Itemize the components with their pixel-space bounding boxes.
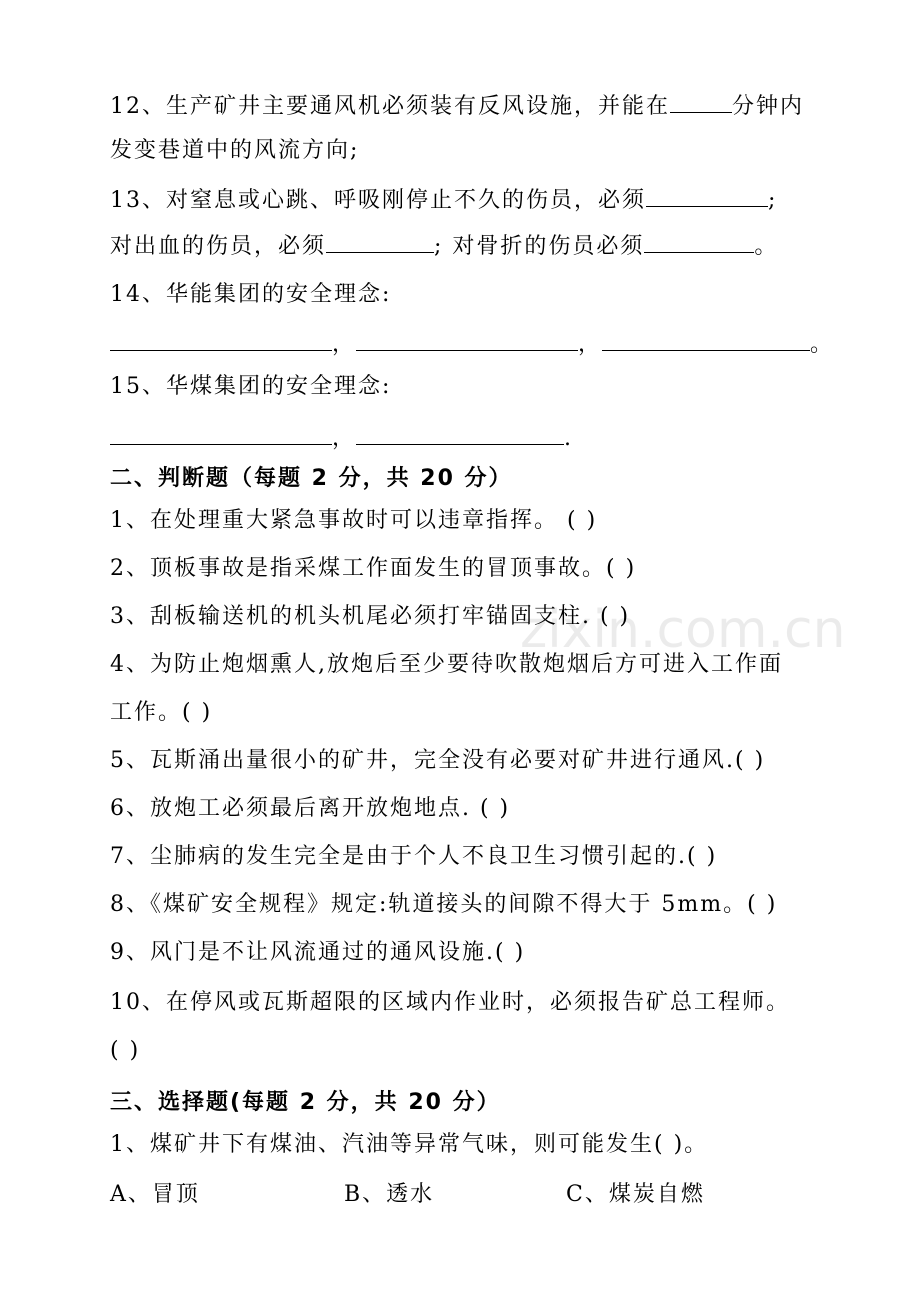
q14-sep2: ， [578,332,603,357]
q15-sep1: ， [332,426,357,451]
q15-blanks [110,420,573,454]
choice-option-b: B、透水 [344,1182,435,1207]
judge-item: 4、为防止炮烟熏人,放炮后至少要待吹散炮烟后方可进入工作面 [110,652,783,677]
q13-line1 [110,182,777,216]
choice-option-a: A、冒顶 [110,1182,200,1207]
q12-text-a: 12、生产矿井主要通风机必须装有反风设施，并能在 [110,94,670,119]
judge-item: 工作。( ) [110,700,213,725]
judge-item: 7、尘肺病的发生完全是由于个人不良卫生习惯引起的.( ) [110,844,718,869]
judge-item: ( ) [110,1038,141,1063]
q15-blank-2[interactable] [356,420,564,445]
q13-line2 [110,228,778,262]
judge-item: 1、在处理重大紧急事故时可以违章指挥。 ( ) [110,508,598,533]
q14-end: 。 [810,332,835,357]
q13-blank-1[interactable] [646,182,768,207]
q13-text-e: 。 [754,234,779,259]
q13-text-d: ; 对骨折的伤员必须 [434,234,645,259]
q15-label: 15、华煤集团的安全理念: [110,374,392,399]
q13-text-b: ; [768,188,778,213]
judge-item: 8、《煤矿安全规程》规定:轨道接头的间隙不得大于 5mm。( ) [110,892,778,917]
q14-label: 14、华能集团的安全理念: [110,282,392,307]
judge-item: 2、顶板事故是指采煤工作面发生的冒顶事故。( ) [110,556,637,581]
q13-blank-3[interactable] [644,228,754,253]
q14-sep1: ， [332,332,357,357]
q12-line2: 发变巷道中的风流方向; [110,138,360,163]
choice-q1: 1、煤矿井下有煤油、汽油等异常气味，则可能发生( )。 [110,1132,709,1157]
choice-option-c: C、煤炭自燃 [566,1182,705,1207]
q14-blank-3[interactable] [602,326,810,351]
judge-item: 6、放炮工必须最后离开放炮地点. ( ) [110,796,511,821]
q15-blank-1[interactable] [110,420,332,445]
judge-item: 9、风门是不让风流通过的通风设施.( ) [110,940,526,965]
judge-item: 3、刮板输送机的机头机尾必须打牢锚固支柱. ( ) [110,604,631,629]
q14-blank-2[interactable] [356,326,578,351]
choice-heading: 三、选择题(每题 2 分，共 20 分） [110,1090,501,1115]
q13-text-a: 13、对窒息或心跳、呼吸刚停止不久的伤员，必须 [110,188,646,213]
judge-item: 10、在停风或瓦斯超限的区域内作业时，必须报告矿总工程师。 [110,990,790,1015]
q14-blank-1[interactable] [110,326,332,351]
q15-end: . [564,426,574,451]
judge-heading: 二、判断题（每题 2 分，共 20 分） [110,466,513,491]
judge-item: 5、瓦斯涌出量很小的矿井，完全没有必要对矿井进行通风.( ) [110,748,766,773]
q14-blanks [110,326,834,360]
q13-blank-2[interactable] [326,228,434,253]
q12-line1 [110,88,804,122]
q12-text-b: 分钟内 [732,94,805,119]
q13-text-c: 对出血的伤员，必须 [110,234,327,259]
watermark: zixin.com.cn [520,600,846,660]
q12-blank[interactable] [670,88,732,113]
